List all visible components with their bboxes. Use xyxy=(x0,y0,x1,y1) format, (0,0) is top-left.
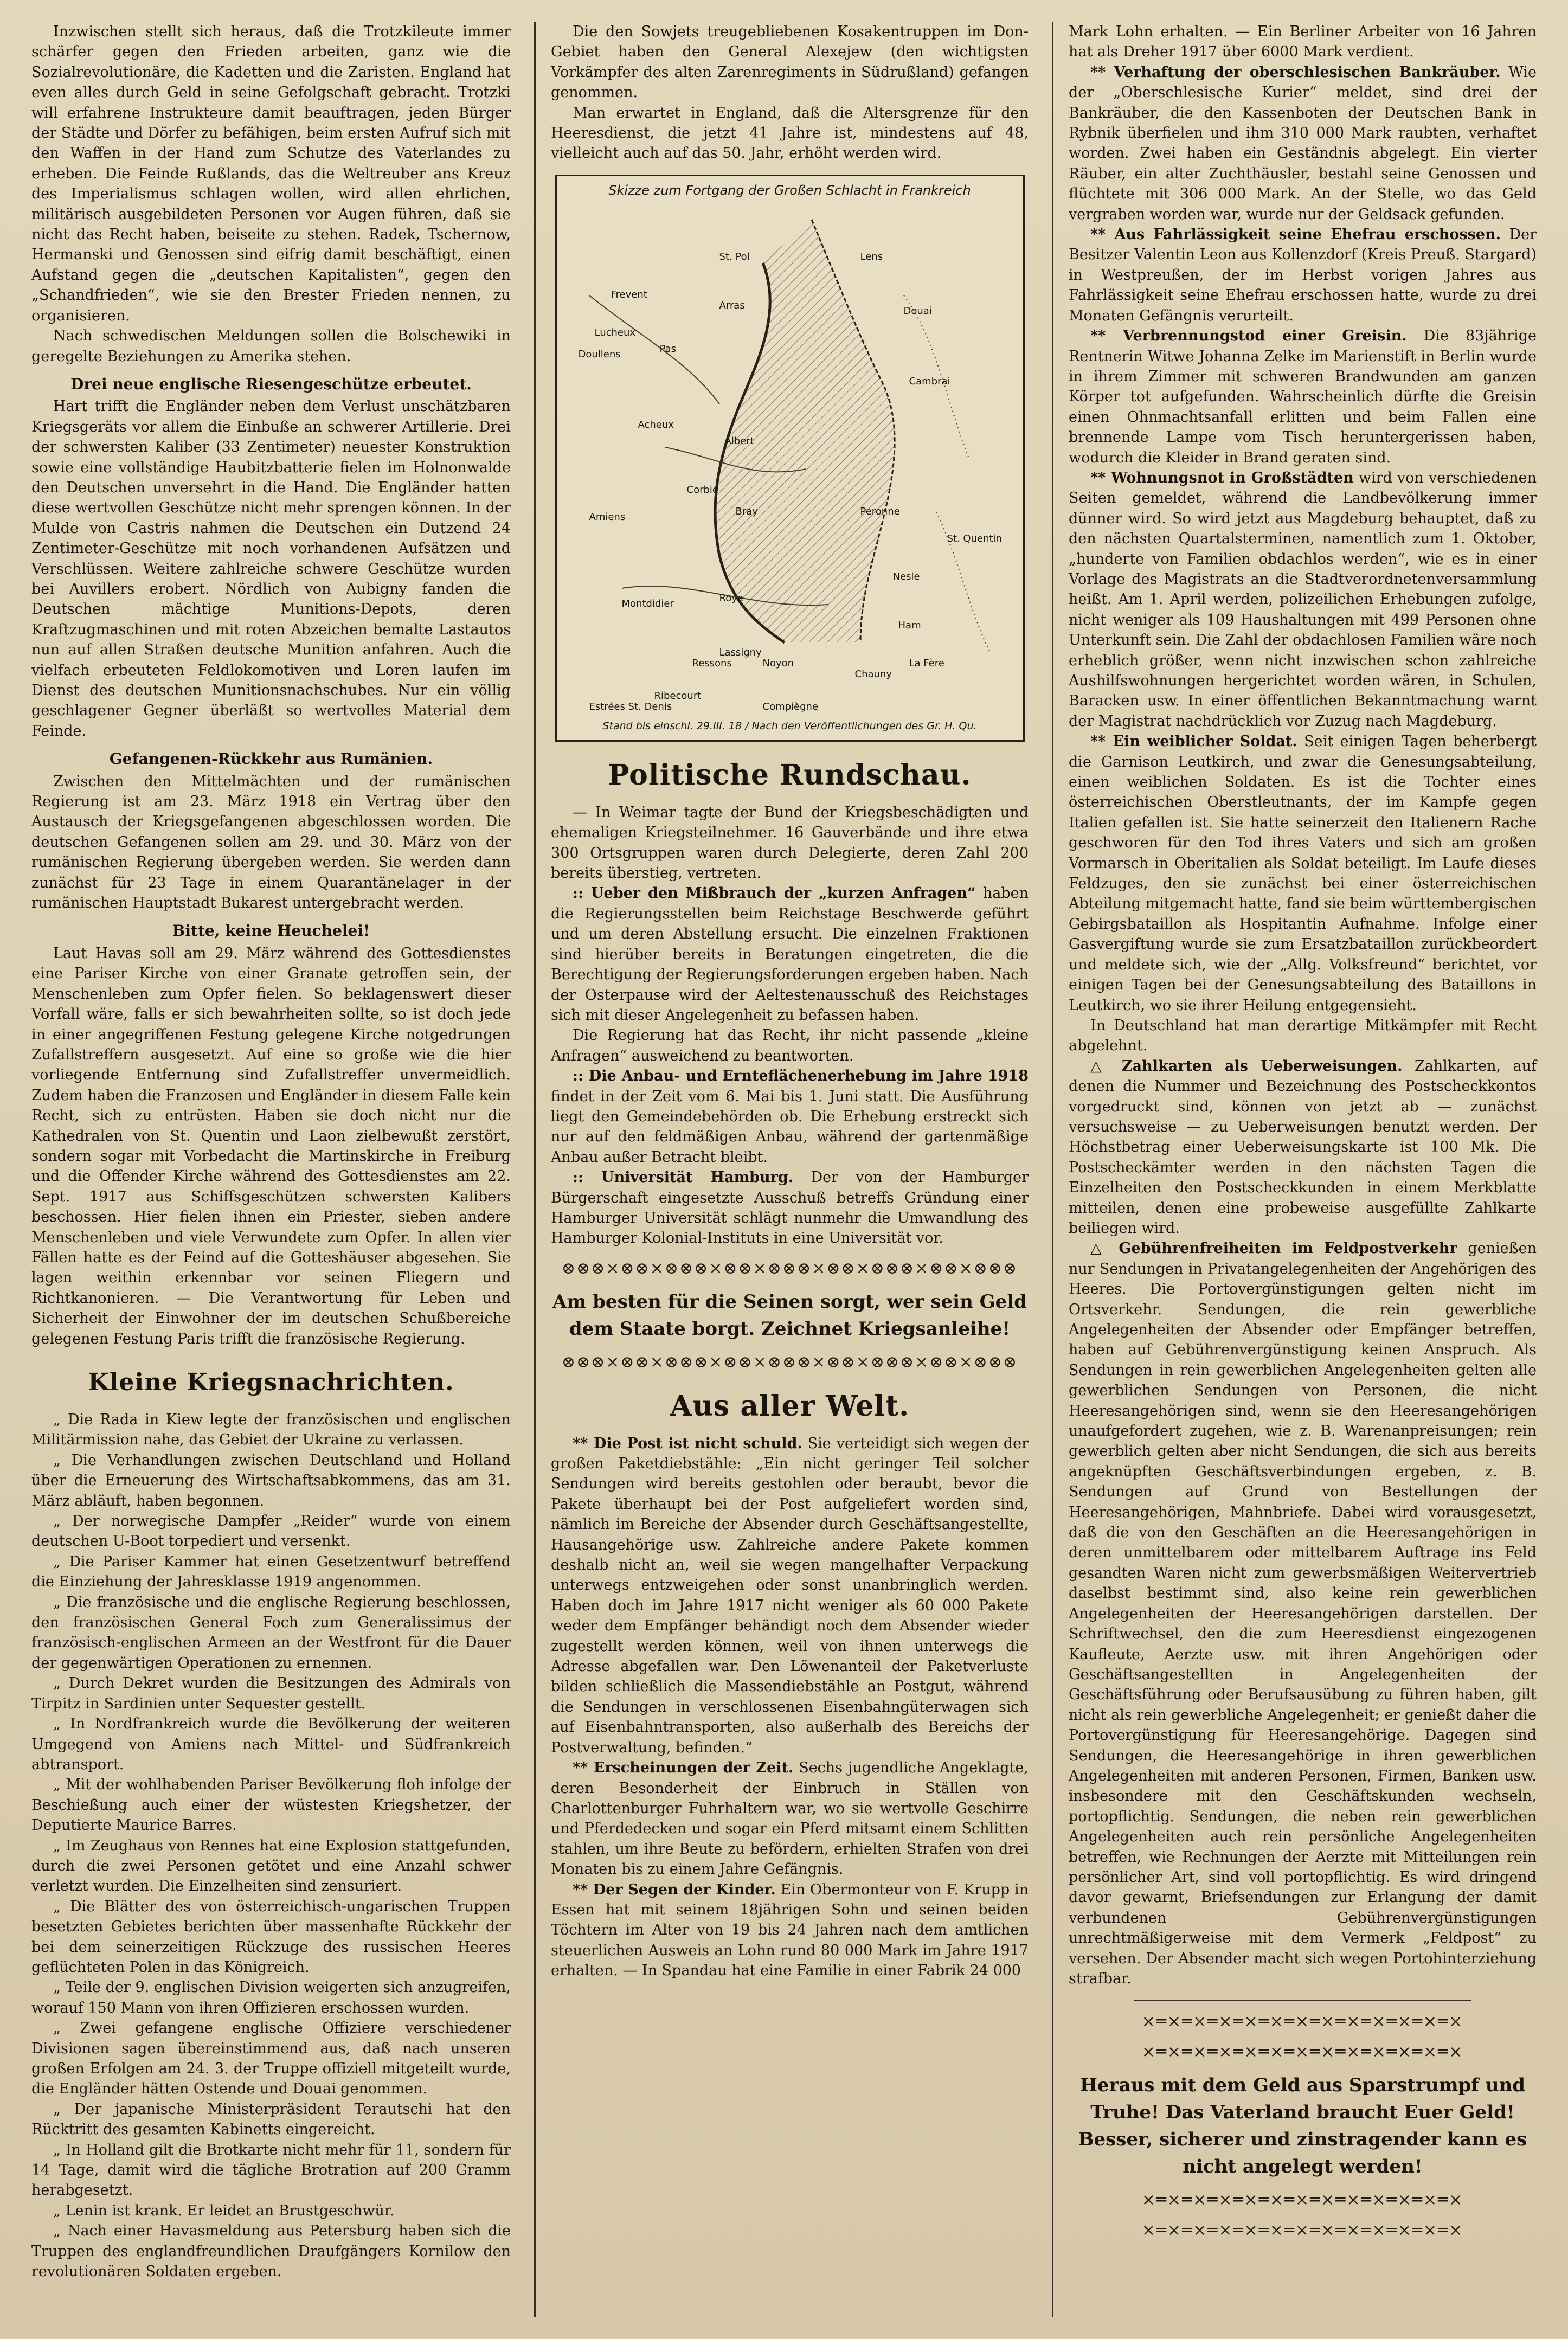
news-weimar: — In Weimar tagte der Bund der Kriegsbeschädigten und ehemaligen Kriegsteilnehmer. 16 Gauverbände und ihre etwa 300 Ortsgruppen waren durch Delegierte, deren Zahl 200 bereits überstieg, vertreten. xyxy=(551,804,1029,882)
heading-missbrauch: :: Ueber den Mißbrauch der „kurzen Anfragen“ xyxy=(573,885,976,902)
map-town-label: La Fère xyxy=(909,657,944,669)
map-town-label: Pas xyxy=(659,343,676,355)
heading-ehefrau: ** Aus Fahrlässigkeit seine Ehefrau erschossen. xyxy=(1090,226,1501,243)
kriegsnachricht-item: „ Mit der wohlhabenden Pariser Bevölkerung floh infolge der Beschießung auch einer der wüstesten Kriegshetzer, der Deputierte Maurice Barres. xyxy=(31,1776,511,1834)
map-town-label: Lucheux xyxy=(594,326,636,338)
ornament-row-2: ⊗⊗⊗×⊗⊗×⊗⊗⊗×⊗⊗×⊗⊗⊗×⊗⊗×⊗⊗⊗×⊗⊗×⊗⊗⊗ xyxy=(561,1353,1018,1372)
slogan-sparstrumpf: Heraus mit dem Geld aus Sparstrumpf und Truhe! Das Vaterland braucht Euer Geld! Besser, sicherer und zinstragender kann es nicht angelegt werden! xyxy=(1078,2074,1527,2178)
map-town-label: Peronne xyxy=(860,505,900,517)
map-town-label: Arras xyxy=(719,299,745,311)
kriegsnachricht-item: „ Die Blätter des von österreichisch-ungarischen Truppen besetzten Gebietes berichten über massenhafte Rückkehr der bei dem seinerzeitigen Rückzuge des russischen Heeres geflüchteten Polen in das Königreich. xyxy=(31,1898,511,1976)
map-town-label: Roye xyxy=(719,592,743,604)
map-town-label: Frevent xyxy=(611,288,647,300)
kriegsnachricht-item: „ Die Verhandlungen zwischen Deutschland und Holland über die Erneuerung des Wirtschaftsabkommens, das am 31. März abläuft, haben begonnen. xyxy=(31,1451,511,1509)
article-bolschewiki: Nach schwedischen Meldungen sollen die Bolschewiki in geregelte Beziehungen zu Amerika stehen. xyxy=(31,327,511,365)
map-title: Skizze zum Fortgang der Großen Schlacht in Frankreich xyxy=(608,182,971,198)
heading-segen: ** Der Segen der Kinder. xyxy=(573,1881,776,1898)
slogan-kriegsanleihe: Am besten für die Seinen sorgt, wer sein Geld dem Staate borgt. Zeichnet Kriegsanleihe! xyxy=(552,1291,1027,1340)
kriegsnachrichten-list xyxy=(31,1410,511,2282)
heading-greisin: ** Verbrennungstod einer Greisin. xyxy=(1090,327,1407,345)
map-town-label: Compiègne xyxy=(762,701,819,712)
heading-gefangenen: Gefangenen-Rückkehr aus Rumänien. xyxy=(109,750,433,768)
heading-soldat: ** Ein weiblicher Soldat. xyxy=(1090,733,1297,750)
heading-feldpost: △ Gebührenfreiheiten im Feldpostverkehr xyxy=(1090,1240,1457,1257)
kriegsnachricht-item: „ Die Rada in Kiew legte der französischen und englischen Militärmission nahe, das Gebiet der Ukraine zu verlassen. xyxy=(31,1411,511,1449)
news-missbrauch: haben die Regierungsstellen beim Reichstage Beschwerde geführt und um deren Abstellung ersucht. Die einzelnen Fraktionen sind hierüber bereits in Beratungen eingetreten, die die Berechtigung der Regierungsforderungen ergeben haben. Nach der Osterpause wird der Aeltestenausschuß des Reichstages sich mit dieser Angelegenheit zu befassen haben. xyxy=(551,885,1029,1024)
map-town-label: Amiens xyxy=(589,511,626,523)
map-town-label: Albert xyxy=(724,435,754,447)
kriegsnachricht-item: „ Teile der 9. englischen Division weigerten sich anzugreifen, worauf 150 Mann von ihren Offizieren erschossen wurden. xyxy=(31,1979,511,2016)
news-bankraeuber: Wie der „Oberschlesische Kurier“ meldet, sind drei der Bankräuber, die den Kassenboten der Deutschen Bank in Rybnik überfielen und ihm 310 000 Mark raubten, verhaftet worden. Zwei haben ein Geständnis abgelegt. Ein vierter Räuber, ein alter Zuchthäusler, bestahl seine Genossen und flüchtete mit 306 000 Mark. An der Stelle, wo das Geld vergraben worden war, wurde nur der Geldsack gefunden. xyxy=(1069,63,1537,223)
map-town-label: Ham xyxy=(898,619,921,631)
map-town-label: Ribecourt xyxy=(654,690,702,702)
news-wohnungsnot: wird von verschiedenen Seiten gemeldet, während die Landbevölkerung immer dünner wird. So wird jetzt aus Magdeburg behauptet, daß zu den nächsten Quartalsterminen, namentlich zum 1. Oktober, „hunderte von Familien obdachlos werden“, wie es in einer Vorlage des Magistrats an die Stadtverordnetenversammlung heißt. Am 1. April werden, polizeilichen Erhebungen zufolge, nicht weniger als 109 Haushaltungen mit 499 Personen ohne Unterkunft sein. Die Zahl der obdachlosen Familien wäre noch erheblich größer, wenn nicht inzwischen schon zahlreiche Aushilfswohnungen hergerichtet worden wären, in Schulen, Baracken usw. In einer öffentlichen Bekanntmachung warnt der Magistrat nachdrücklich vor Zuzug nach Magdeburg. xyxy=(1069,469,1537,730)
news-soldat: Seit einigen Tagen beherbergt die Garnison Leutkirch, und zwar die Genesungsabteilung, einen weiblichen Soldaten. Es ist die Tochter eines österreichischen Oberstleutnants, der im Kampfe gegen Italien gefallen ist. Sie hatte seinerzeit den Italienern Rache geschworen für den Tod ihres Vaters und sich am großen Vormarsch in Oberitalien als Soldat beteiligt. Im Laufe dieses Feldzuges, den sie zunächst bei einer österreichischen Abteilung mitgemacht hatte, fand sie beim württembergischen Gebirgsbataillon als Hospitantin Aufnahme. Infolge einer Gasvergiftung wurde sie zum Ersatzbataillon zurückbeordert und meldete sich, wie der „Allg. Volksfreund“ berichtet, vor einigen Tagen bei der Genesungsabteilung des Bataillons in Leutkirch, wo sie ihrer Heilung entgegensieht. xyxy=(1069,733,1537,1014)
news-segen: Ein Obermonteur von F. Krupp in Essen hat mit seinem 18jährigen Sohn und seinen beiden Töchtern im Alter von 19 bis 24 Jahren nach dem amtlichen steuerlichen Ausweis an Lohn rund 80 000 Mark im Jahre 1917 erhalten. — In Spandau hat eine Familie in einer Fabrik 24 000 xyxy=(551,1881,1029,1980)
section-politische-rundschau: Politische Rundschau. xyxy=(608,758,972,792)
heading-zahlkarten: △ Zahlkarten als Ueberweisungen. xyxy=(1090,1057,1403,1075)
map-town-label: Ressons xyxy=(692,657,732,669)
map-footer: Stand bis einschl. 29.III. 18 / Nach den Veröffentlichungen des Gr. H. Qu. xyxy=(602,720,977,732)
kriegsnachricht-item: „ In Nordfrankreich wurde die Bevölkerung der weiteren Umgegend von Amiens nach Mittel- und Südfrankreich abtransport. xyxy=(31,1715,511,1773)
map-town-label: St. Pol xyxy=(719,250,750,262)
article-heuchelei: Laut Havas soll am 29. März während des Gottesdienstes eine Pariser Kirche von einer Granate getroffen sein, der Menschenleben zum Opfer fielen. So beklagenswert dieser Vorfall wäre, falls er sich bewahrheiten sollte, so ist doch jede in einer angegriffenen Festung gelegene Kirche notgedrungen Zufallstreffern ausgesetzt. Auf eine so große wie die hier vorliegende Entfernung sind Zufallstreffer unvermeidlich. Zudem haben die Franzosen und Engländer in diesem Falle kein Recht, sich zu entrüsten. Haben sie doch nicht nur die Kathedralen von St. Quentin und Laon zielbewußt zerstört, sondern sogar mit Vorbedacht die Martinskirche in Freiburg und die Offender Kirche während des Gottesdienstes am 22. Sept. 1917 aus Schiffsgeschützen schwersten Kalibers beschossen. Hier fielen ihnen ein Priester, sieben andere Menschenleben und viele Verwundete zum Opfer. In allen vier Fällen hatte es der Feind auf die Gotteshäuser abgesehen. Sie lagen weithin erkennbar vor seinen Fliegern und Richtkanonieren. — Die Verantwortung für Leben und Sicherheit der Einwohner der im deutschen Schußbereiche gelegenen Festung Paris trifft die französische Regierung. xyxy=(31,944,511,1347)
ornament-row-3: ×═×═×═×═×═×═×═×═×═×═×═×═× xyxy=(1141,2012,1464,2032)
article-gefangenen: Zwischen den Mittelmächten und der rumänischen Regierung ist am 23. März 1918 ein Vertrag über den Austausch der Kriegsgefangenen abgeschlossen worden. Die deutschen Gefangenen sollen am 29. und 30. März von der rumänischen Regierung übergeben werden. Sie werden dann zunächst für 23 Tage in einem Quarantänelager in der rumänischen Hauptstadt Bukarest untergebracht werden. xyxy=(31,773,511,912)
heading-anbau: :: Die Anbau- und Ernteflächenerhebung im Jahre 1918 xyxy=(573,1068,1029,1085)
kriegsnachricht-item: „ In Holland gilt die Brotkarte nicht mehr für 11, sondern für 14 Tage, damit wird die tägliche Brotration auf 200 Gramm herabgesetzt. xyxy=(31,2141,511,2199)
map-town-label: Bray xyxy=(735,505,758,517)
article-riesengeschuetze: Hart trifft die Engländer neben dem Verlust unschätzbaren Kriegsgeräts vor allem die Einbuße an schwerer Artillerie. Drei der schwersten Kaliber (33 Zentimeter) neuester Konstruktion sowie eine vollständige Haubitzbatterie fielen im Holnonwalde den Deutschen unversehrt in die Hand. Die Engländer hatten diese wertvollen Geschütze nicht mehr sprengen können. In der Mulde von Castris nahmen die Deutschen ein Dutzend 24 Zentimeter-Geschütze mit noch vorhandenen Aufsätzen und Verschlüssen. Weitere zahlreiche schwere Geschütze wurden bei Auvillers erobert. Nördlich von Aubigny fanden die Deutschen mächtige Munitions-Depots, deren Kraftzugmaschinen und mit roten Abzeichen bemalte Lastautos nun auf allen Straßen deutsche Munition anfahren. Auch die vielfach erbeuteten Feldlokomotiven und Loren laufen im Dienst des deutschen Munitionsnachschubes. Nur ein völlig geschlagener Gegner überläßt so wertvolles Material dem Feinde. xyxy=(31,398,511,740)
column-2 xyxy=(534,22,1044,2317)
article-trotzki: Inzwischen stellt sich heraus, daß die Trotzkileute immer schärfer gegen den Frieden arbeiten, ganz wie die Sozialrevolutionäre, die Kadetten und die Zaristen. England hat even alles durch Geld in seine Gefolgschaft gebracht. Trotzki will erfahrene Instrukteure damit beauftragen, jeden Bürger der Städte und Dörfer zu befähigen, beim ersten Aufruf sich mit den Waffen in der Hand zum Schutze des Vaterlandes zu erheben. Die Feinde Rußlands, das die Weltreuber ans Kreuz des Imperialismus schlagen wollen, wird allen ehrlichen, militärisch ausgebildeten Personen vor Augen führen, daß sie nicht das Recht haben, beiseite zu stehen. Radek, Tschernow, Hermanski und Genossen sind eifrig damit beschäftigt, einen Aufstand gegen die „deutschen Kapitalisten“, gegen den „Schandfrieden“, wie sie den Brester Frieden nennen, zu organisieren. xyxy=(31,23,511,324)
kriegsnachricht-item: „ Der japanische Ministerpräsident Terautschi hat den Rücktritt des gesamten Kabinetts eingereicht. xyxy=(31,2100,511,2138)
kriegsnachricht-item: „ Die französische und die englische Regierung beschlossen, den französischen General Foch zum Generalissimus der französisch-englischen Armeen an der Westfront für die Dauer der gegenwärtigen Operationen zu ernennen. xyxy=(31,1593,511,1672)
news-anbau: findet in der Zeit vom 6. Mai bis 1. Juni statt. Die Ausführung liegt den Gemeindebehörden ob. Die Erhebung erstreckt sich nur auf den feldmäßigen Anbau, während der gartenmäßige Anbau außer Betracht bleibt. xyxy=(551,1088,1029,1166)
ornament-row-1: ⊗⊗⊗×⊗⊗×⊗⊗⊗×⊗⊗×⊗⊗⊗×⊗⊗×⊗⊗⊗×⊗⊗×⊗⊗⊗ xyxy=(561,1258,1018,1278)
map-town-label: Chauny xyxy=(854,668,892,680)
news-zahlkarten: Zahlkarten, auf denen die Nummer und Bezeichnung des Postscheckkontos vorgedruckt sind, können von jetzt ab — zunächst versuchsweise — zu Ueberweisungen benutzt werden. Der Höchstbetrag einer Ueberweisungskarte ist 100 Mk. Die Postscheckämter werden in den nächsten Tagen die Einzelheiten den Postscheckkunden in einem Merkblatte mitteilen, denen eine probeweise ausgefüllte Zahlkarte beiliegen wird. xyxy=(1069,1057,1537,1237)
heading-wohnungsnot: ** Wohnungsnot in Großstädten xyxy=(1090,469,1354,486)
battle-map xyxy=(555,175,1025,742)
column-3 xyxy=(1052,22,1552,2317)
heading-heuchelei: Bitte, keine Heuchelei! xyxy=(172,922,370,940)
map-town-label: Doullens xyxy=(578,348,621,360)
ornament-row-4: ×═×═×═×═×═×═×═×═×═×═×═×═× xyxy=(1141,2042,1464,2061)
news-feldpost: genießen nur Sendungen in Privatangelegenheiten der Angehörigen des Heeres. Die Portovergünstigungen gelten nicht im Ortsverkehr. Sendungen, die rein gewerbliche Angelegenheiten der Absender oder Empfänger betreffen, haben auf Gebührenvergünstigung keinen Anspruch. Als Sendungen in rein gewerblichen Angelegenheiten gelten alle gewerblichen Sendungen von Personen, die nicht Heeresangehörigen sind, wenn sie den Heeresangehörigen unaufgefordert zugehen, wie z. B. Warenanpreisungen; rein gewerblich gelten aber nicht Sendungen, die sich aus bereits angeknüpften Geschäftsverbindungen ergeben, z. B. Sendungen auf Grund von Bestellungen der Heeresangehörigen, Mahnbriefe. Dabei wird vorausgesetzt, daß die von den Geschäften an die Heeresangehörigen in deren unmittelbarem oder mittelbarem Auftrage ins Feld gesandten Waren nicht zum gewerbsmäßigen Weitervertrieb daselbst bestimmt sind, also keine rein gewerblichen Angelegenheiten der Heeresangehörigen darstellen. Der Schriftwechsel, den die zum Heeresdienst eingezogenen Kaufleute, Aerzte usw. mit ihren Angehörigen oder Geschäftsangestellten in Angelegenheiten der Geschäftsführung oder Berufsausübung zu führen haben, gilt nicht als rein gewerbliche Angelegenheit; er genießt daher die Portovergünstigung für Heeresangehörige. Dagegen sind Sendungen, die Heeresangehörige in ihren gewerblichen Angelegenheiten mit anderen Personen, Firmen, Banken usw. insbesondere mit den Geschäftskunden wechseln, portopflichtig. Sendungen, die neben rein gewerblichen Angelegenheiten auch rein persönliche Angelegenheiten betreffen, wie Rechnungen der Aerzte mit Mitteilungen rein persönlicher Art, sind voll portopflichtig. Es wird dringend davor gewarnt, Briefsendungen zur Erlangung der damit verbundenen Gebührenvergünstigungen unrechtmäßigerweise mit dem Vermerk „Feldpost“ zu versehen. Der Absender macht sich wegen Portohinterziehung strafbar. xyxy=(1069,1240,1537,1987)
map-town-label: Noyon xyxy=(762,657,794,669)
kriegsnachricht-item: „ Nach einer Havasmeldung aus Petersburg haben sich die Truppen des englandfreundlichen Draufgängers Kornilow den revolutionären Soldaten ergeben. xyxy=(31,2222,511,2280)
section-kleine-kriegsnachrichten: Kleine Kriegsnachrichten. xyxy=(88,1368,454,1396)
map-town-label: Douai xyxy=(903,305,932,317)
news-segen-continued: Mark Lohn erhalten. — Ein Berliner Arbeiter von 16 Jahren hat als Dreher 1917 über 6000 Mark verdient. xyxy=(1069,23,1537,61)
heading-erscheinungen: ** Erscheinungen der Zeit. xyxy=(573,1759,794,1777)
map-town-label: St. Quentin xyxy=(947,532,1002,544)
kriegsnachricht-item: „ Der norwegische Dampfer „Reider“ wurde von einem deutschen U-Boot torpediert und versenkt. xyxy=(31,1513,511,1550)
news-erscheinungen: Sechs jugendliche Angeklagte, deren Besonderheit der Einbruch in Ställen von Charlottenburger Fuhrhaltern war, wo sie wertvolle Geschirre und Pferdedecken und sogar ein Pferd mitsamt einem Schlitten stahlen, um ihre Beute zu befördern, erhielten Strafen von drei Monaten bis zu einem Jahre Gefängnis. xyxy=(551,1759,1029,1878)
news-universitaet: Der von der Hamburger Bürgerschaft eingesetzte Ausschuß betreffs Gründung einer Hamburger Universität schlägt nunmehr die Umwandlung des Hamburger Kolonial-Instituts in eine Universität vor. xyxy=(551,1169,1029,1247)
news-regierung-recht: Die Regierung hat das Recht, ihr nicht passende „kleine Anfragen“ ausweichend zu beantworten. xyxy=(551,1027,1029,1064)
news-kosaken: Die den Sowjets treugebliebenen Kosakentruppen im Don-Gebiet haben den General Alexejew (den wichtigsten Vorkämpfer des alten Zarenregiments in Südrußland) gefangen genommen. xyxy=(551,23,1029,101)
railways xyxy=(904,295,991,653)
map-town-label: Lassigny xyxy=(719,646,762,658)
kriegsnachricht-item: „ Lenin ist krank. Er leidet an Brustgeschwür. xyxy=(53,2202,395,2219)
map-town-label: Estrées St. Denis xyxy=(589,701,672,712)
map-town-label: Corbie xyxy=(686,484,718,496)
news-soldat-comment: In Deutschland hat man derartige Mitkämpfer mit Recht abgelehnt. xyxy=(1069,1017,1537,1055)
section-aus-aller-welt: Aus aller Welt. xyxy=(670,1389,910,1423)
heading-universitaet: :: Universität Hamburg. xyxy=(573,1169,794,1186)
map-town-label: Montdidier xyxy=(621,597,674,609)
ornament-row-5: ×═×═×═×═×═×═×═×═×═×═×═×═× xyxy=(1141,2190,1464,2210)
heading-post: ** Die Post ist nicht schuld. xyxy=(573,1435,802,1452)
column-1 xyxy=(16,22,526,2317)
news-ehefrau: Der Besitzer Valentin Leon aus Kollenzdorf (Kreis Preuß. Stargard) in Westpreußen, der im Herbst vorigen Jahres aus Fahrlässigkeit seine Ehefrau erschossen hatte, wurde zu drei Monaten Gefängnis verurteilt. xyxy=(1069,226,1537,324)
divider xyxy=(1134,2000,1471,2001)
news-altersgrenze: Man erwartet in England, daß die Altersgrenze für den Heeresdienst, die jetzt 41 Jahre ist, mindestens auf 48, vielleicht auch auf das 50. Jahr, erhöht werden wird. xyxy=(551,104,1029,162)
map-town-label: Acheux xyxy=(638,419,674,430)
map-town-label: Nesle xyxy=(892,570,920,582)
kriegsnachricht-item: „ Durch Dekret wurden die Besitzungen des Admirals von Tirpitz in Sardinien unter Sequester gestellt. xyxy=(31,1675,511,1712)
map-town-label: Cambrai xyxy=(909,375,950,387)
ornament-row-6: ×═×═×═×═×═×═×═×═×═×═×═×═× xyxy=(1141,2220,1464,2240)
map-town-label: Lens xyxy=(860,250,883,262)
kriegsnachricht-item: „ Zwei gefangene englische Offiziere verschiedener Divisionen sagen übereinstimmend aus, daß nach unseren großen Erfolgen am 24. 3. der Truppe offiziell mitgeteilt wurde, die Engländer hätten Ostende und Douai genommen. xyxy=(31,2020,511,2098)
heading-bankraeuber: ** Verhaftung der oberschlesischen Bankräuber. xyxy=(1090,63,1501,81)
news-greisin: Die 83jährige Rentnerin Witwe Johanna Zelke im Marienstift in Berlin wurde in ihrem Zimmer mit schweren Brandwunden am ganzen Körper tot aufgefunden. Wahrscheinlich dürfte die Greisin einen Ohnmachtsanfall erlitten und beim Fallen eine brennende Lampe vom Tisch heruntergerissen haben, wodurch die Kleider in Brand geraten sind. xyxy=(1069,327,1537,466)
kriegsnachricht-item: „ Im Zeughaus von Rennes hat eine Explosion stattgefunden, durch die zwei Personen getötet und eine Anzahl schwer verletzt wurden. Die Einzelheiten sind zensuriert. xyxy=(31,1837,511,1895)
heading-riesengeschuetze: Drei neue englische Riesengeschütze erbeutet. xyxy=(70,375,472,393)
kriegsnachricht-item: „ Die Pariser Kammer hat einen Gesetzentwurf betreffend die Einziehung der Jahresklasse 1919 angenommen. xyxy=(31,1553,511,1591)
map-drawing xyxy=(557,176,1020,737)
news-post: Sie verteidigt sich wegen der großen Paketdiebstähle: „Ein nicht geringer Teil solcher Sendungen wird bereits gestohlen oder beraubt, bevor die Pakete überhaupt bei der Post aufgeliefert worden sind, nämlich im Bereiche der Absender durch Geschäftsangestellte, Hausangehörige usw. Zahlreiche andere Pakete kommen deshalb nicht an, weil sie wegen mangelhafter Verpackung unterwegs entzweigehen oder sonst unanbringlich werden. Haben doch im Jahre 1917 nicht weniger als 60 000 Pakete weder dem Empfänger behändigt noch dem Absender wieder zugestellt werden können, weil von ihnen unterwegs die Adresse abgefallen war. Den Löwenanteil der Paketverluste bilden schließlich die Massendiebstähle an Postgut, während die Sendungen in verschlossenen Eisenbahngüterwagen sich auf Eisenbahntransporten, also außerhalb des Bereichs der Postverwaltung, befinden.“ xyxy=(551,1435,1029,1756)
